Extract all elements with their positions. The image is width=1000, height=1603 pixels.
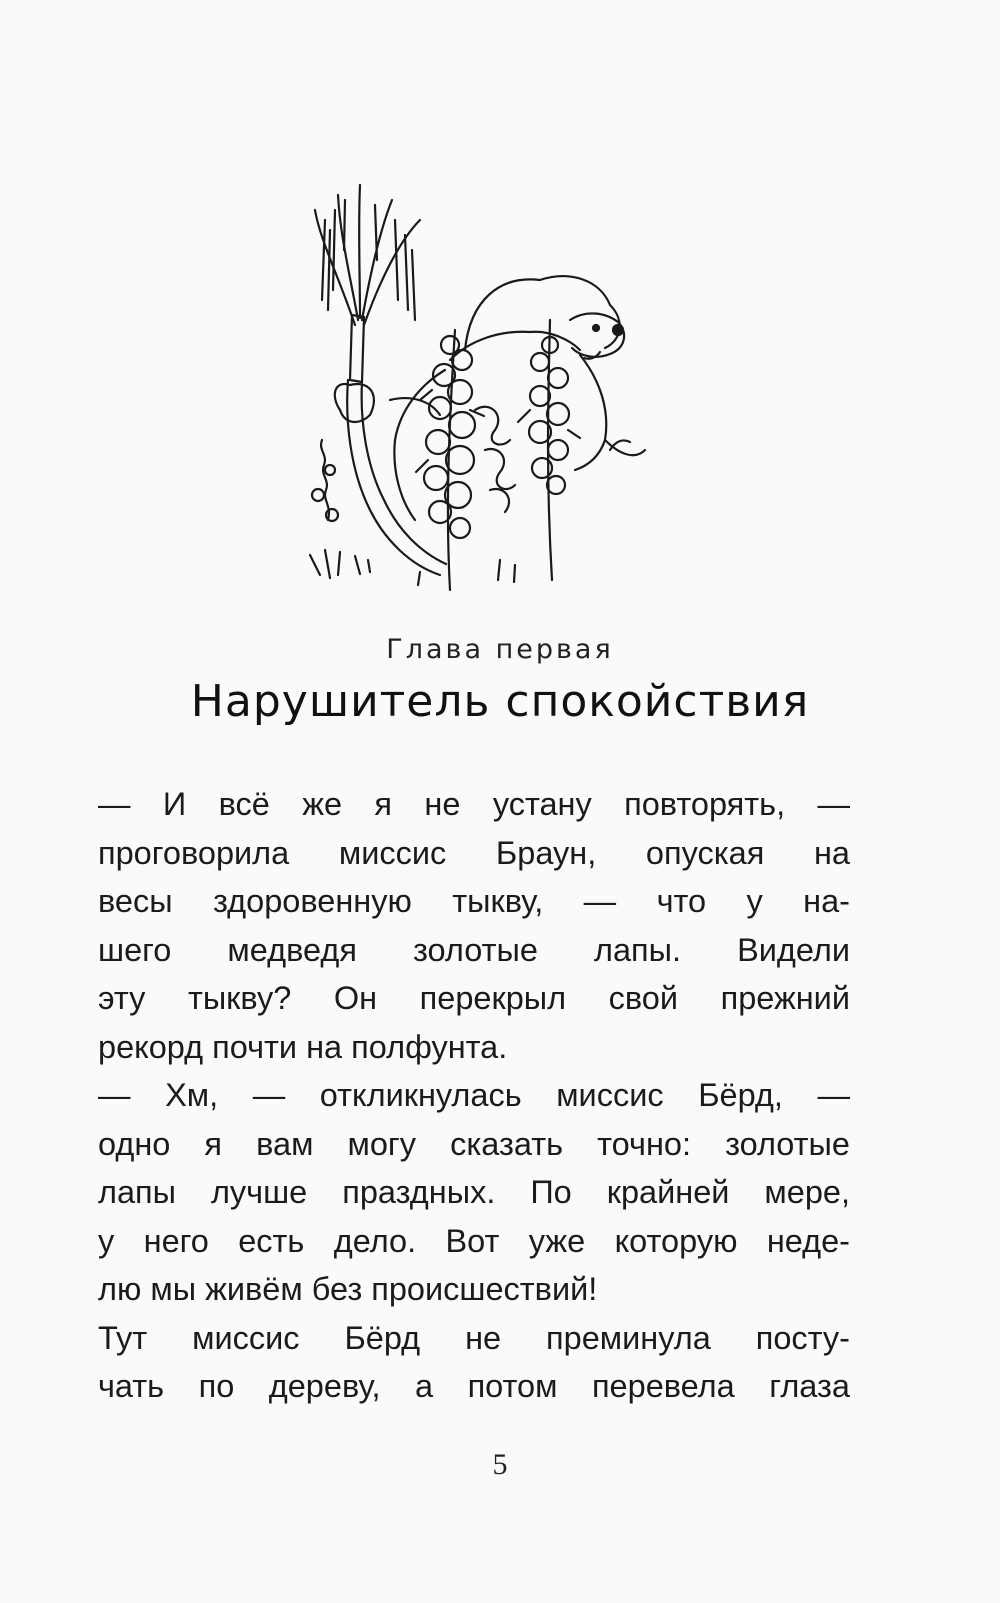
text-line: чать по дереву, а потом перевела глаза: [98, 1368, 850, 1404]
text-line: весы здоровенную тыкву, — что у на-: [98, 883, 850, 919]
text-line: лапы лучше праздных. По крайней мере,: [98, 1174, 850, 1210]
text-line: проговорила миссис Браун, опуская на: [98, 834, 850, 871]
chapter-title: Нарушитель спокойствия: [190, 676, 810, 727]
text-line: рекорд почти на полфунта.: [98, 1028, 508, 1065]
page-number: 5: [492, 1448, 508, 1481]
text-line: одно я вам могу сказать точно: золотые: [98, 1125, 850, 1162]
text-line: — И всё же я не устану повторять, —: [98, 786, 850, 822]
chapter-label: Глава первая: [386, 634, 614, 665]
bear-with-hose-illustration: [300, 180, 670, 600]
text-line: шего медведя золотые лапы. Видели: [98, 931, 850, 968]
text-line: Тут миссис Бёрд не преминула посту-: [98, 1319, 850, 1356]
body-text: [98, 780, 850, 1411]
text-line: лю мы живём без происшествий!: [98, 1271, 598, 1307]
text-line: эту тыкву? Он перекрыл свой прежний: [98, 980, 850, 1016]
text-line: у него есть дело. Вот уже которую неде-: [98, 1222, 850, 1259]
text-line: — Хм, — откликнулась миссис Бёрд, —: [98, 1077, 850, 1113]
